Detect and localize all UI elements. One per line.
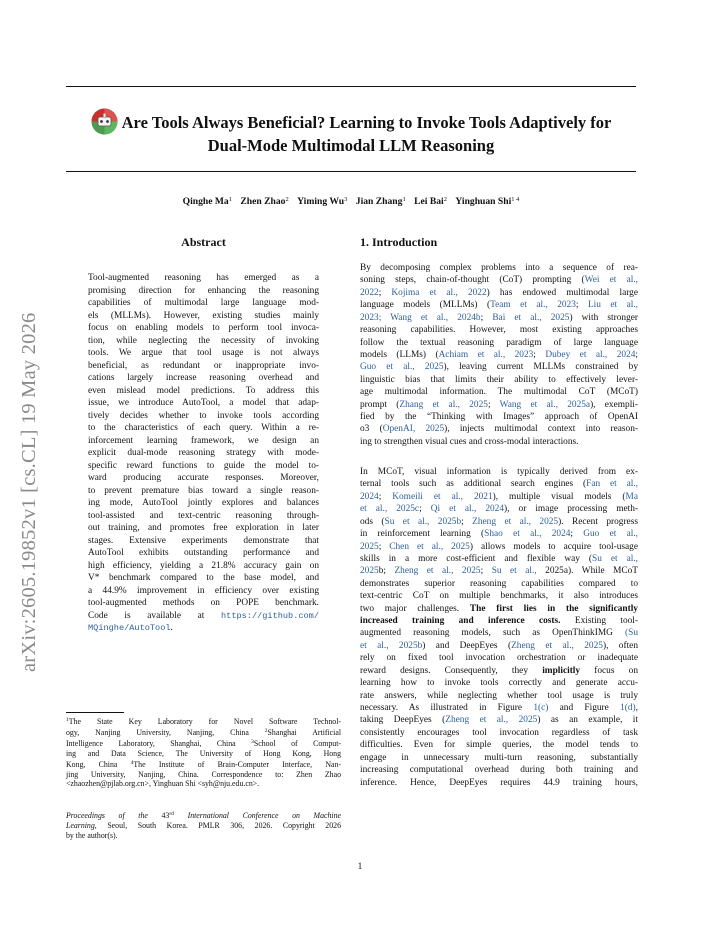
intro-line: et al., 2025b) and DeepEyes (Zheng et al., 2025), often — [360, 640, 638, 651]
intro-line: text-centric CoT on multiple benchmarks, it also introduces — [360, 591, 638, 602]
abstract-line: out training, and promotes free exploration in later — [88, 523, 319, 533]
intro-line: ing to strengthen visual cues and cross-modal interactions. — [360, 436, 579, 447]
abstract-line: specific reward functions to guide the model to- — [88, 460, 319, 471]
intro-line: consistently encourages tool invocation regardless of task — [360, 727, 638, 738]
title-top-rule — [66, 86, 636, 87]
intro-line: By decomposing complex problems into a sequence of rea- — [360, 263, 638, 273]
abstract-line: high efficiency, yielding a 21.8% accuracy gain on — [88, 560, 319, 571]
abstract-line: to prevent premature bias toward a single reason- — [88, 485, 319, 496]
footnote-rule — [66, 712, 124, 713]
intro-line: difficulties. Even for simple queries, the model tends to — [360, 740, 638, 751]
abstract-line: ward producing accurate responses. Moreover, — [88, 473, 319, 483]
intro-line: models (LLMs) (Achiam et al., 2023; Dubey et al., 2024; — [360, 349, 638, 360]
proceedings-line: Proceedings of the 43rd International Conference on Machine — [66, 811, 341, 820]
author: Qinghe Ma$^1$ — [182, 196, 232, 207]
intro-line: reward designs. Consequently, they implicitly focus on — [360, 665, 638, 676]
proceedings-note — [66, 810, 341, 841]
abstract-line: stages. Extensive experiments demonstrate that — [88, 535, 319, 546]
abstract-line: inforcement learning framework, we design an — [88, 435, 319, 446]
author: Yinghuan Shi$^{1 4}$ — [455, 196, 520, 207]
abstract-line: tool-assisted and text-centric reasoning through- — [88, 510, 319, 521]
abstract-line: beneficial, as redundant or inappropriate invo- — [88, 360, 319, 371]
footnote-line: jing University, Nanjing, China. Correspondence to: Zhen Zhao — [66, 769, 341, 779]
footnote-line: ogy, Nanjing University, Nanjing, China $^2$Shanghai Artificial — [66, 727, 342, 737]
intro-line: prompt (Zhang et al., 2025; Wang et al., 2025a), exempli- — [360, 399, 638, 410]
title-line-1-text: Are Tools Always Beneficial? Learning to Invoke Tools Adaptively for — [121, 113, 612, 132]
intro-line: increasing computational overhead during both training and — [360, 765, 638, 776]
intro-paragraph-2 — [360, 466, 638, 789]
abstract-line: focus on enabling models to perform tool invoca- — [88, 323, 319, 333]
intro-line: taking DeepEyes (Zheng et al., 2025) as an example, it — [360, 715, 638, 726]
intro-line: fied by the “Thinking with Images” approach of OpenAI — [360, 412, 638, 423]
footnote-line: $^1$The State Key Laboratory for Novel Software Technol- — [66, 717, 341, 726]
intro-line: engage in unnecessary multi-turn reasoning, substantially — [360, 752, 638, 763]
abstract-line: Code is available at https://github.com/ — [88, 610, 319, 621]
paper-title — [66, 108, 636, 156]
intro-line: 2024; Komeili et al., 2021), multiple visual models (Ma — [360, 491, 638, 502]
footnote-line: ing and Data Science, The University of Hong Kong, Hong — [66, 748, 341, 758]
author: Yiming Wu$^3$ — [297, 196, 348, 207]
abstract-line: tools. We argue that tool usage is not always — [88, 348, 319, 358]
abstract-body — [88, 272, 319, 635]
intro-line: necessary. As illustrated in Figure 1(c) and Figure 1(d), — [360, 703, 638, 714]
footnote-line: Kong, China $^4$The Institute of Brain-Computer Interface, Nan- — [66, 759, 341, 769]
intro-line: 2025b; Zheng et al., 2025; Su et al., 2025a). While MCoT — [360, 566, 638, 577]
intro-line: o3 (OpenAI, 2025), injects multimodal context into reason- — [360, 424, 638, 435]
intro-line: augmented reasoning models, such as OpenThinkIMG (Su — [360, 628, 638, 639]
abstract-line: capabilities of multimodal large language mod- — [88, 298, 319, 308]
intro-line: two major challenges. The first lies in the significantly — [360, 603, 638, 614]
intro-line: rate answers, while neglecting whether tool usage is truly — [360, 690, 638, 701]
footnote-line: Intelligence Laboratory, Shanghai, China $^3$School of Comput- — [66, 738, 341, 748]
code-link[interactable]: https://github.com/ — [221, 610, 319, 621]
intro-line: inference. Hence, DeepEyes requires 44.9 training hours, — [360, 777, 638, 788]
intro-line: ods (Su et al., 2025b; Zheng et al., 2025). Recent progress — [360, 516, 638, 527]
abstract-line: even mislead model predictions. To address this — [88, 385, 319, 396]
abstract-line: issue, we introduce AutoTool, a model that adap- — [88, 398, 319, 408]
intro-line: rely on fixed tool invocation orchestration or inadequate — [360, 653, 638, 664]
abstract-line: explicit dual-mode reasoning strategy with mode- — [88, 448, 319, 458]
intro-line: ternal tools such as additional search engines (Fan et al., — [360, 479, 638, 490]
intro-line: soning steps, chain-of-thought (CoT) prompting (Wei et al., — [360, 275, 638, 286]
intro-line: reasoning capabilities. However, most existing approaches — [360, 325, 638, 336]
intro-line: learning how to invoke tools correctly and generate accu- — [360, 678, 638, 689]
title-line-1 — [66, 108, 636, 135]
intro-line: follow the textual reasoning paradigm of large language — [360, 337, 638, 348]
intro-line: linguistic bias that limits their ability to effectively lever- — [360, 374, 638, 385]
author: Zhen Zhao$^2$ — [240, 196, 289, 207]
abstract-line: tion, while neglecting the necessity of invoking — [88, 335, 319, 346]
code-link[interactable]: MQinghe/AutoTool — [88, 623, 171, 633]
abstract-heading: Abstract — [181, 235, 226, 249]
intro-line: skills in a more cost-efficient and flexible way (Su et al., — [360, 553, 639, 564]
section-heading-introduction: 1. Introduction — [360, 235, 438, 249]
intro-line: age multimodal information. The multimodal CoT (MCoT) — [360, 387, 638, 398]
abstract-line: V* benchmark compared to the base model, and — [88, 573, 319, 583]
abstract-line: AutoTool exhibits outstanding performance and — [88, 548, 319, 558]
abstract-line: tively decides whether to invoke tools according — [88, 410, 319, 421]
proceedings-line: by the author(s). — [66, 830, 118, 840]
intro-line: increased training and inference costs. Existing tool- — [360, 616, 638, 627]
title-bottom-rule — [66, 171, 636, 172]
autotool-logo-icon — [91, 108, 118, 135]
abstract-line: MQinghe/AutoTool. — [88, 623, 173, 633]
abstract-line: cations largely increase reasoning overhead and — [88, 373, 319, 383]
intro-line: demonstrates superior reasoning capabilities compared to — [360, 578, 638, 589]
intro-line: language models (MLLMs) (Team et al., 2023; Liu et al., — [360, 300, 638, 311]
intro-line: In MCoT, visual information is typically derived from ex- — [360, 467, 638, 477]
abstract-line: tool-augmented methods on POPE benchmark. — [88, 598, 319, 608]
intro-line: 2023; Wang et al., 2024b; Bai et al., 2025) with stronger — [360, 312, 638, 323]
intro-line: Guo et al., 2025), leaving current MLLMs constrained by — [360, 362, 638, 373]
footnote-line: <zhaozhen@pjlab.org.cn>, Yinghuan Shi <syh@nju.edu.cn>. — [66, 779, 260, 789]
author: Lei Bai$^2$ — [414, 196, 447, 207]
author-list — [66, 196, 636, 207]
abstract-line: promising direction for enhancing the reasoning — [88, 285, 319, 296]
abstract-line: ing mode, AutoTool jointly explores and balances — [88, 498, 319, 508]
intro-line: 2022; Kojima et al., 2022) has endowed multimodal large — [360, 287, 638, 298]
abstract-line: Tool-augmented reasoning has emerged as a — [88, 273, 319, 283]
abstract-line: to the characteristics of each query. Within a re- — [88, 423, 319, 433]
abstract-line: els (MLLMs). However, existing studies mainly — [88, 310, 319, 321]
abstract-line: a 44.9% improvement in efficiency over existing — [88, 585, 319, 596]
intro-line: in reinforcement learning (Shao et al., 2024; Guo et al., — [360, 529, 639, 540]
title-line-2: Dual-Mode Multimodal LLM Reasoning — [207, 136, 495, 155]
intro-line: 2025; Chen et al., 2025) allows models to acquire tool-usage — [360, 541, 638, 552]
intro-paragraph-1 — [360, 262, 638, 448]
author: Jian Zhang$^1$ — [355, 196, 406, 207]
affiliations-footnote — [66, 716, 341, 789]
page-number: 1 — [357, 862, 363, 872]
arxiv-stamp: arXiv:2605.19852v1 [cs.CL] 19 May 2026 — [18, 312, 40, 672]
intro-line: et al., 2025c; Qi et al., 2024), or image processing meth- — [360, 504, 638, 515]
proceedings-line: Learning, Seoul, South Korea. PMLR 306, 2026. Copyright 2026 — [66, 820, 341, 830]
